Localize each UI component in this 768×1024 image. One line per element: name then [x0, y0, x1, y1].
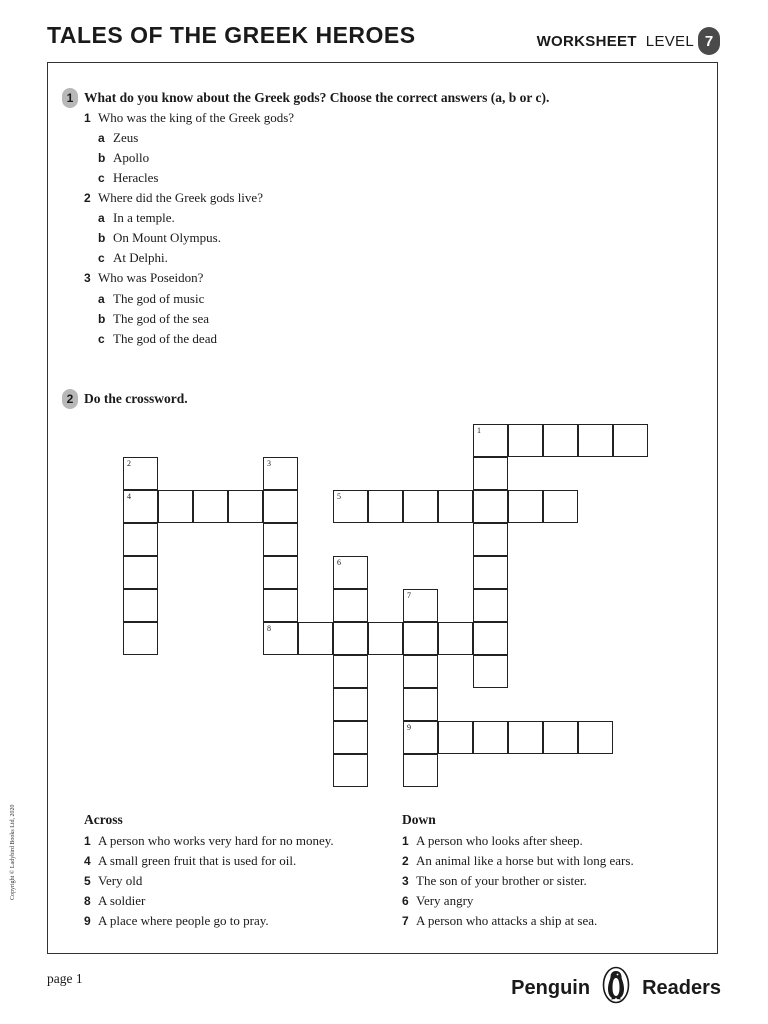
crossword-cell[interactable]: [438, 622, 473, 655]
option-text: In a temple.: [113, 210, 175, 225]
crossword-cell[interactable]: [333, 589, 368, 622]
question-1-text: Who was the king of the Greek gods?: [98, 110, 295, 125]
option-2a[interactable]: [98, 210, 175, 226]
clue-number: 6: [402, 894, 409, 908]
clue-number: 8: [84, 894, 91, 908]
across-heading: Across: [84, 812, 123, 827]
clue-text: A person who looks after sheep.: [416, 833, 583, 848]
crossword-cell[interactable]: [403, 490, 438, 523]
across-clue: [84, 913, 269, 929]
clue-text: An animal like a horse but with long ears.: [416, 853, 634, 868]
question-3-text: Who was Poseidon?: [98, 270, 204, 285]
question-3-number: 3: [84, 271, 91, 285]
clue-number: 4: [84, 854, 91, 868]
across-clue: [84, 853, 296, 869]
crossword-cell[interactable]: [298, 622, 333, 655]
question-1: [84, 110, 294, 126]
option-text: The god of music: [113, 291, 205, 306]
option-letter: c: [98, 251, 105, 265]
option-text: Heracles: [113, 170, 159, 185]
crossword-cell[interactable]: [508, 490, 543, 523]
clue-number: 1: [84, 834, 91, 848]
down-clue: [402, 913, 597, 929]
option-2b[interactable]: [98, 230, 221, 246]
page-number: page 1: [47, 971, 83, 986]
crossword-cell[interactable]: [578, 424, 613, 457]
level-badge: 7: [698, 27, 720, 55]
crossword-cell[interactable]: [403, 754, 438, 787]
crossword-cell[interactable]: [438, 721, 473, 754]
crossword-cell[interactable]: [473, 589, 508, 622]
crossword-cell[interactable]: [508, 721, 543, 754]
clue-number: 5: [84, 874, 91, 888]
down-clue: [402, 873, 587, 889]
publisher-brand: [511, 966, 721, 1010]
crossword-cell[interactable]: [403, 589, 438, 622]
penguin-logo-icon: [602, 966, 630, 1010]
across-clue: [84, 873, 142, 889]
clue-text: A place where people go to pray.: [98, 913, 269, 928]
crossword-cell[interactable]: [263, 490, 298, 523]
down-clue: [402, 893, 473, 909]
question-3: [84, 270, 203, 286]
clue-text: A soldier: [98, 893, 146, 908]
crossword-cell[interactable]: [263, 457, 298, 490]
option-text: The god of the sea: [113, 311, 210, 326]
brand-right: Readers: [642, 976, 721, 999]
clue-text: A person who attacks a ship at sea.: [416, 913, 598, 928]
crossword-cell[interactable]: [403, 622, 438, 655]
option-text: Apollo: [113, 150, 150, 165]
crossword-clue-number: 7: [407, 591, 411, 600]
option-text: On Mount Olympus.: [113, 230, 221, 245]
crossword-cell[interactable]: [123, 622, 158, 655]
crossword-cell[interactable]: [263, 523, 298, 556]
crossword-cell[interactable]: [123, 490, 158, 523]
crossword-cell[interactable]: [473, 721, 508, 754]
option-letter: c: [98, 171, 105, 185]
option-letter: b: [98, 231, 106, 245]
crossword-clue-number: 3: [267, 459, 271, 468]
option-text: The god of the dead: [113, 331, 217, 346]
crossword-cell[interactable]: [543, 490, 578, 523]
question-2-text: Where did the Greek gods live?: [98, 190, 263, 205]
crossword-cell[interactable]: [403, 721, 438, 754]
crossword-cell[interactable]: [333, 622, 368, 655]
crossword-cell[interactable]: [263, 622, 298, 655]
crossword-cell[interactable]: [123, 457, 158, 490]
crossword-cell[interactable]: [473, 424, 508, 457]
level-label: LEVEL: [645, 32, 694, 50]
down-heading: Down: [402, 812, 436, 827]
across-clue: [84, 833, 334, 849]
crossword-cell[interactable]: [543, 721, 578, 754]
exercise-1-instruction: What do you know about the Greek gods? Choose the correct answers (a, b or c).: [84, 90, 550, 105]
clue-text: The son of your brother or sister.: [416, 873, 587, 888]
crossword-cell[interactable]: [473, 457, 508, 490]
clue-text: Very angry: [416, 893, 474, 908]
across-clue: [84, 893, 145, 909]
crossword-cell[interactable]: [123, 589, 158, 622]
crossword-cell[interactable]: [368, 622, 403, 655]
crossword-cell[interactable]: [158, 490, 193, 523]
worksheet-label: WORKSHEET: [536, 32, 637, 50]
crossword-cell[interactable]: [473, 490, 508, 523]
clue-number: 7: [402, 914, 409, 928]
crossword-cell[interactable]: [123, 523, 158, 556]
option-1b[interactable]: [98, 150, 149, 166]
crossword-clue-number: 4: [127, 492, 131, 501]
option-1a[interactable]: [98, 130, 138, 146]
crossword-cell[interactable]: [193, 490, 228, 523]
worksheet-title: TALES OF THE GREEK HEROES: [47, 22, 416, 48]
down-clue: [402, 853, 634, 869]
option-letter: a: [98, 292, 105, 306]
exercise-1-number: 1: [62, 88, 78, 108]
crossword-cell[interactable]: [473, 523, 508, 556]
clue-text: A small green fruit that is used for oil.: [98, 853, 297, 868]
clue-text: A person who works very hard for no money.: [98, 833, 334, 848]
crossword-clue-number: 2: [127, 459, 131, 468]
crossword-cell[interactable]: [333, 490, 368, 523]
exercise-2-number: 2: [62, 389, 78, 409]
crossword-clue-number: 5: [337, 492, 341, 501]
crossword-cell[interactable]: [403, 688, 438, 721]
option-1c[interactable]: [98, 170, 158, 186]
brand-left: Penguin: [511, 976, 591, 999]
crossword-cell[interactable]: [473, 655, 508, 688]
crossword-cell[interactable]: [333, 721, 368, 754]
option-letter: b: [98, 312, 106, 326]
crossword-cell[interactable]: [473, 556, 508, 589]
crossword-clue-number: 6: [337, 558, 341, 567]
crossword-cell[interactable]: [403, 655, 438, 688]
crossword-cell[interactable]: [543, 424, 578, 457]
crossword-cell[interactable]: [473, 622, 508, 655]
option-3b[interactable]: [98, 311, 209, 327]
option-3c[interactable]: [98, 331, 217, 347]
question-2: [84, 190, 263, 206]
crossword-clue-number: 1: [477, 426, 481, 435]
exercise-1-heading: [62, 88, 549, 108]
down-clue: [402, 833, 583, 849]
crossword-clue-number: 9: [407, 723, 411, 732]
option-letter: c: [98, 332, 105, 346]
crossword-cell[interactable]: [578, 721, 613, 754]
crossword-cell[interactable]: [368, 490, 403, 523]
question-1-number: 1: [84, 111, 91, 125]
clue-number: 9: [84, 914, 91, 928]
crossword-cell[interactable]: [123, 556, 158, 589]
crossword-cell[interactable]: [438, 490, 473, 523]
level-indicator: [537, 27, 720, 55]
exercise-2-instruction: Do the crossword.: [84, 391, 188, 406]
crossword-cell[interactable]: [333, 556, 368, 589]
option-text: At Delphi.: [113, 250, 168, 265]
crossword-cell[interactable]: [508, 424, 543, 457]
crossword-cell[interactable]: [263, 589, 298, 622]
crossword-cell[interactable]: [333, 655, 368, 688]
crossword-cell[interactable]: [228, 490, 263, 523]
clue-number: 3: [402, 874, 409, 888]
clue-number: 2: [402, 854, 409, 868]
crossword-cell[interactable]: [613, 424, 648, 457]
option-letter: b: [98, 151, 106, 165]
option-letter: a: [98, 131, 105, 145]
exercise-2-heading: [62, 389, 188, 409]
crossword-clue-number: 8: [267, 624, 271, 633]
question-2-number: 2: [84, 191, 91, 205]
option-letter: a: [98, 211, 105, 225]
copyright-notice: Copyright © Ladybird Books Ltd, 2020: [10, 804, 16, 900]
clue-number: 1: [402, 834, 409, 848]
option-3a[interactable]: [98, 291, 204, 307]
crossword-cell[interactable]: [333, 754, 368, 787]
crossword-cell[interactable]: [333, 688, 368, 721]
option-2c[interactable]: [98, 250, 168, 266]
clue-text: Very old: [98, 873, 143, 888]
option-text: Zeus: [113, 130, 139, 145]
crossword-cell[interactable]: [263, 556, 298, 589]
